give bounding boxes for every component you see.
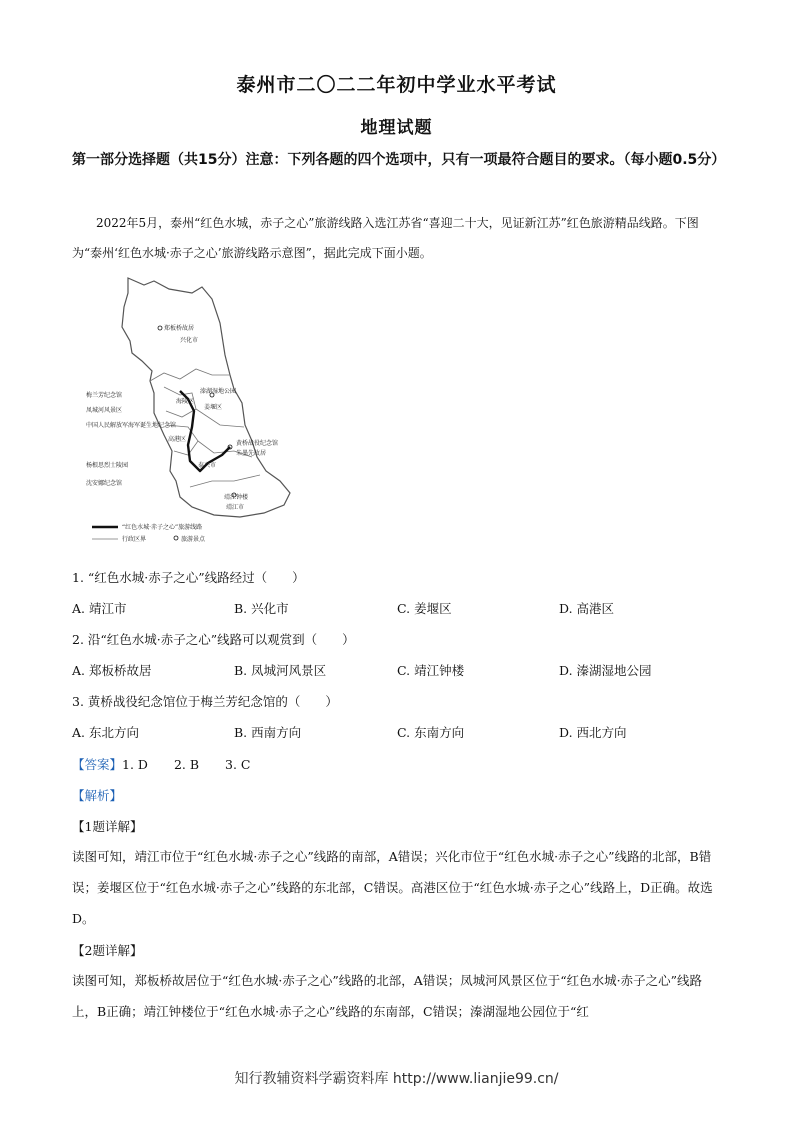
q2-option-b: B. 凤城河风景区 <box>234 663 327 678</box>
answer-1: 1. D <box>122 757 148 772</box>
q2-option-a: A. 郑板桥故居 <box>72 663 152 678</box>
label-jingjiang: 靖江市 <box>226 504 245 511</box>
detail-1-text: 读图可知，靖江市位于“红色水城·赤子之心”线路的南部，A错误；兴化市位于“红色水城·赤子之心”线路的北部，B错误；姜堰区位于“红色水城·赤子之心”线路的东北部，C错误。高港区位于“红色水城·赤子之心”线路上，D正确。故选D。 <box>72 849 713 926</box>
label-hailing: 海陵区 <box>176 398 195 405</box>
q1-option-a: A. 靖江市 <box>72 601 127 616</box>
detail-2-heading: 【2题详解】 <box>72 943 143 958</box>
label-jingjiang-bell: 靖江钟楼 <box>224 494 249 501</box>
answer-2: 2. B <box>173 757 200 772</box>
detail-2-text: 读图可知，郑板桥故居位于“红色水城·赤子之心”线路的北部，A错误；凤城河风景区位于“红色水城·赤子之心”线路上，B正确；靖江钟楼位于“红色水城·赤子之心”线路的东南部，C错误；溱湖湿地公园位于“红 <box>72 973 703 1019</box>
label-qinhu: 溱湖湿地公园 <box>200 388 237 395</box>
answer-3: 3. C <box>225 757 251 772</box>
label-huangqiao: 黄桥战役纪念馆 <box>236 440 279 447</box>
analysis-tag: 【解析】 <box>72 788 123 803</box>
page-footer: 知行教辅资料学霸资料库 http://www.lianjie99.cn/ <box>234 1071 559 1087</box>
label-jiangyan: 姜堰区 <box>204 404 223 411</box>
label-taixing: 泰兴市 <box>198 462 217 469</box>
q3-option-d: D. 西北方向 <box>559 725 627 740</box>
answer-tag: 【答案】 <box>72 757 123 772</box>
detail-1-heading: 【1题详解】 <box>72 819 143 834</box>
q3-option-b: B. 西南方向 <box>234 725 302 740</box>
section-heading: 第一部分选择题（共15分）注意：下列各题的四个选项中，只有一项最符合题目的要求。（每小题0.5分） <box>72 152 726 168</box>
q1-option-c: C. 姜堰区 <box>397 601 452 616</box>
map-outline <box>122 278 290 517</box>
answer-line <box>72 755 277 773</box>
exam-subtitle: 地理试题 <box>360 118 433 138</box>
label-fengcheng: 凤城河风景区 <box>86 407 123 414</box>
label-hailun: 中国人民解放军海军诞生地纪念馆 <box>86 422 177 429</box>
q1-option-b: B. 兴化市 <box>234 601 289 616</box>
q3-option-a: A. 东北方向 <box>72 725 139 740</box>
legend-route-label: “红色水城·赤子之心”旅游线路 <box>122 524 203 531</box>
boundary-xinghua <box>150 369 230 381</box>
question-3-stem: 3. 黄桥战役纪念馆位于梅兰芳纪念馆的（ ） <box>72 694 338 709</box>
exam-title: 泰州市二〇二二年初中学业水平考试 <box>236 74 557 96</box>
label-zhengbanqiao: 郑板桥故居 <box>164 325 195 332</box>
label-zhugao: 朱墨先故居 <box>236 450 267 457</box>
legend-boundary-label: 行政区界 <box>122 536 147 543</box>
spot-zhengbanqiao <box>158 326 162 330</box>
label-gaogang: 高港区 <box>168 436 187 443</box>
boundary-jingjiang <box>190 475 260 487</box>
q2-option-c: C. 靖江钟楼 <box>397 663 465 678</box>
question-2-stem: 2. 沿“红色水城·赤子之心”线路可以观赏到（ ） <box>72 632 355 647</box>
route-map <box>84 275 314 550</box>
intro-paragraph: 2022年5月，泰州“红色水城，赤子之心”旅游线路入选江苏省“喜迎二十大，见证新江苏”红色旅游精品线路。下图为“泰州‘红色水城·赤子之心’旅游线路示意图”，据此完成下面小题。 <box>72 216 699 260</box>
label-xinghua: 兴化市 <box>180 337 199 344</box>
label-yangzijiang: 杨根思烈士陵园 <box>86 462 129 469</box>
q1-option-d: D. 高港区 <box>559 601 615 616</box>
label-meilanfang: 梅兰芳纪念馆 <box>86 392 123 399</box>
legend-scenic-swatch <box>174 536 178 540</box>
question-1-stem: 1. “红色水城·赤子之心”线路经过（ ） <box>72 570 305 585</box>
legend-scenic-label: 旅游景点 <box>181 536 206 543</box>
label-chenyi: 沈安娜纪念馆 <box>86 480 123 487</box>
q2-option-d: D. 溱湖湿地公园 <box>559 663 652 678</box>
q3-option-c: C. 东南方向 <box>397 725 465 740</box>
